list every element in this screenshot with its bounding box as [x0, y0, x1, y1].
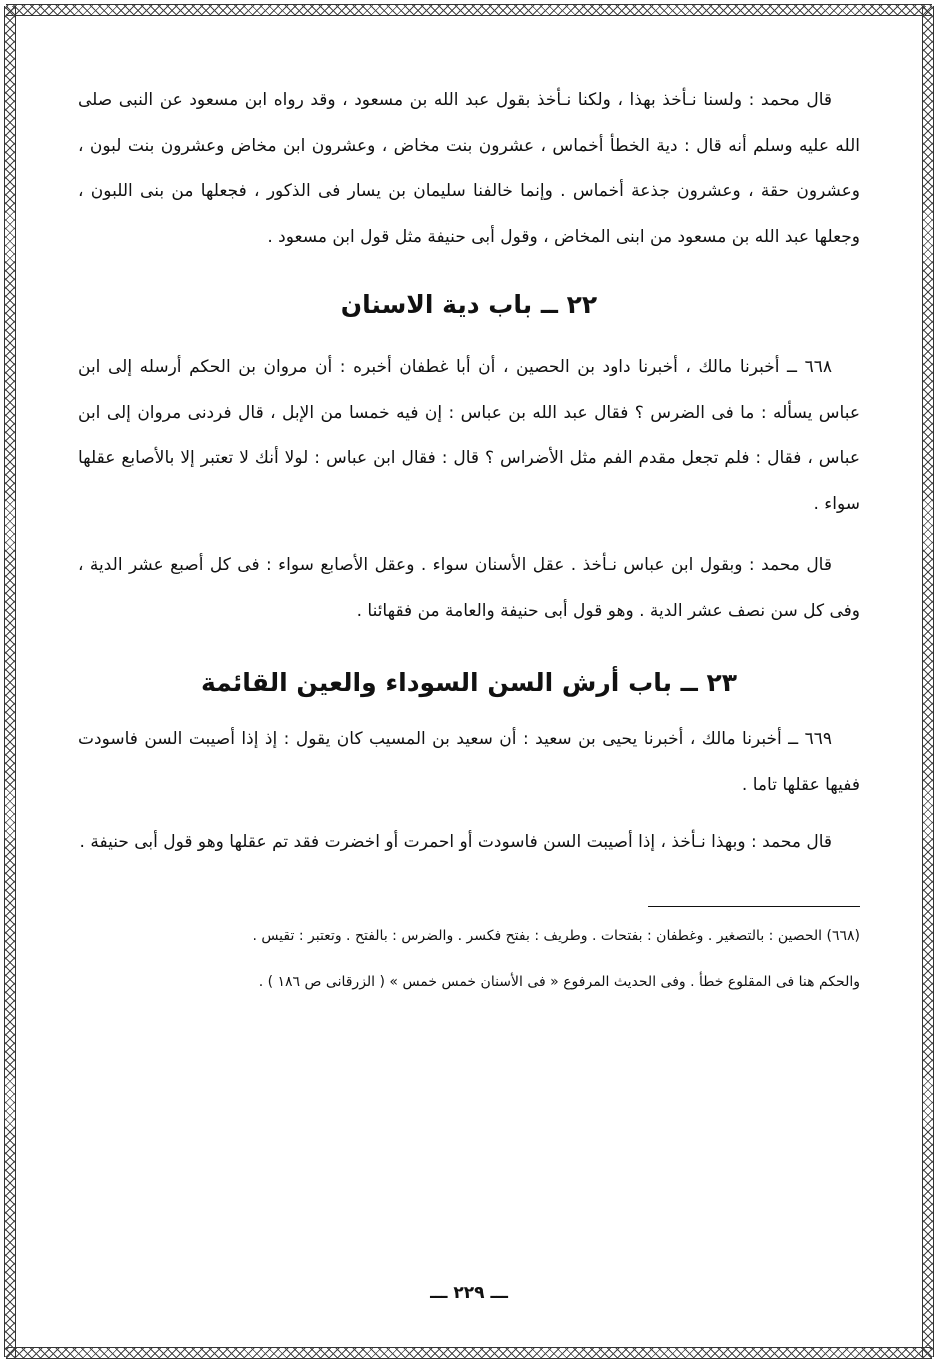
paragraph-muhammad-black-tooth: قال محمد : وبهذا نـأخذ ، إذا أصيبت السن فاسودت أو احمرت أو اخضرت فقد تم عقلها وهو قول أبى حنيفة .: [79, 832, 832, 852]
spacer: [78, 808, 860, 820]
paragraph-muhammad-teeth: قال محمد : وبقول ابن عباس نـأخذ . عقل الأسنان سواء . وعقل الأصابع سواء : فى كل أصبع عشر الدية ، وفى كل سن نصف عشر الدية . وهو قول أبى حنيفة والعامة من فقهائنا .: [78, 555, 860, 621]
footnote-hukm: والحكم هنا فى المقلوع خطأ . وفى الحديث المرفوع « فى الأسنان خمس خمس » ( الزرقانى ص ١٨٦ ) .: [258, 973, 860, 990]
footnote-divider: [648, 906, 860, 907]
page-body: [78, 78, 860, 1303]
spacer: [78, 953, 860, 965]
decorative-border-top: [6, 4, 932, 16]
page-number: ـــ ٢٢٩ ـــ: [430, 1283, 508, 1303]
chapter-heading-23: ٢٣ ــ باب أرش السن السوداء والعين القائمة: [201, 668, 737, 697]
decorative-border-left: [4, 6, 16, 1357]
chapter-heading-22: ٢٢ ــ باب دية الاسنان: [340, 290, 598, 319]
decorative-border-right: [922, 6, 934, 1357]
decorative-border-bottom: [6, 1347, 932, 1359]
hadith-668: ٦٦٨ ــ أخبرنا مالك ، أخبرنا داود بن الحصين ، أن أبا غطفان أخبره : أن مروان بن الحكم أرسله إلى ابن عباس يسأله : ما فى الضرس ؟ فقال عبد الله بن عباس : إن فيه خمسا من الإبل ، قال فردنى مروان إلى ابن عباس ، فقال : فلم تجعل مقدم الفم مثل الأضراس ؟ قال : فقال ابن عباس : لولا أنك لا تعتبر إلا بالأصابع عقلها سواء .: [78, 357, 860, 514]
hadith-669: ٦٦٩ ــ أخبرنا مالك ، أخبرنا يحيى بن سعيد : أن سعيد بن المسيب كان يقول : إذ إذا أصيبت السن فاسودت ففيها عقلها تاما .: [78, 729, 860, 795]
spacer: [78, 527, 860, 543]
paragraph-muhammad-diya: قال محمد : ولسنا نـأخذ بهذا ، ولكنا نـأخذ بقول عبد الله بن مسعود ، وقد رواه ابن مسعود عن النبى صلى الله عليه وسلم أنه قال : دية الخطأ أخماس ، عشرون بنت مخاض ، وعشرون ابن مخاض وعشرون بنت لبون ، وعشرون حقة ، وعشرون جذعة أخماس . وإنما خالفنا سليمان بن يسار فى الذكور ، فجعلها من بنى اللبون ، وجعلها عبد الله بن مسعود من ابنى المخاض ، وقول أبى حنيفة مثل قول ابن مسعود .: [78, 90, 860, 247]
footnote-668: (٦٦٨) الحصين : بالتصغير . وغطفان : بفتحات . وطريف : بفتح فكسر . والضرس : بالفتح . وتعتبر : تقيس .: [252, 927, 860, 944]
